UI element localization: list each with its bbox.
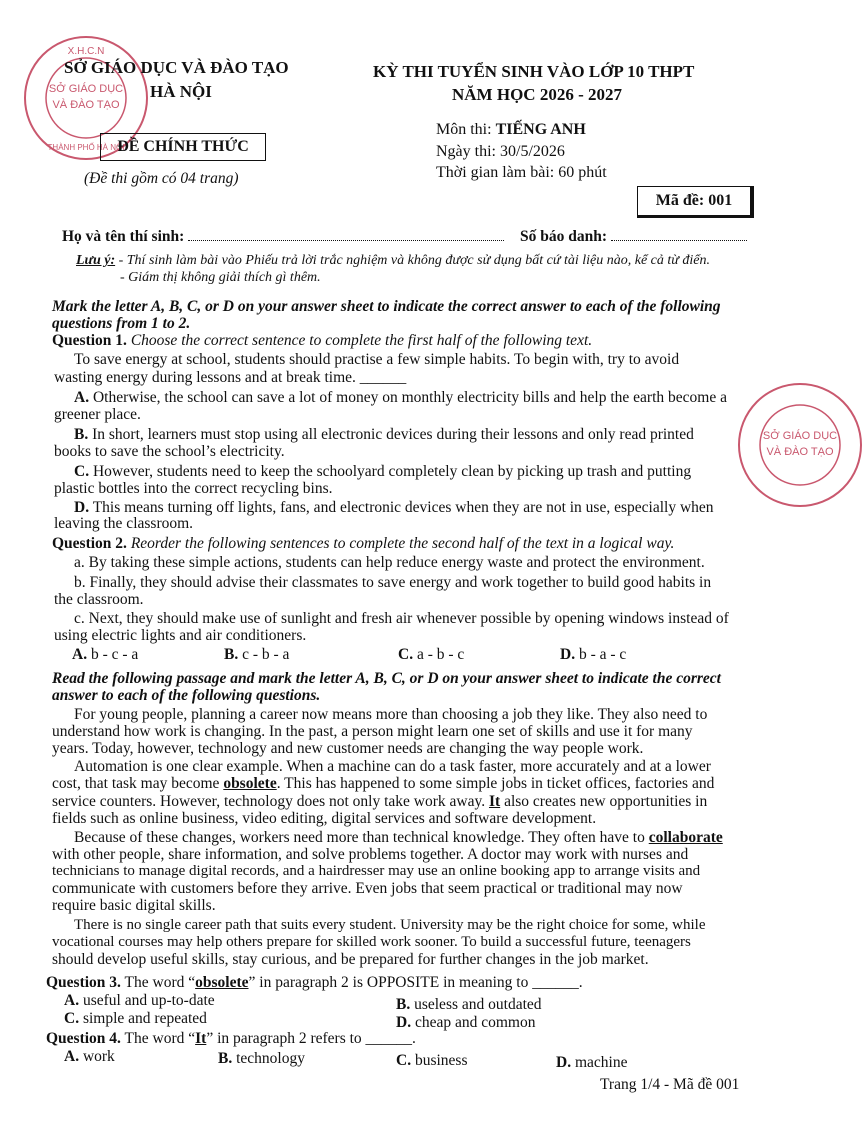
passage-p3-line-2: with other people, share information, and solve problems together. A doctor may work with nurses and [52,846,689,863]
q4-option-c[interactable] [396,1052,468,1070]
option-letter: B. [224,646,239,663]
option-text: useful and up-to-date [82,992,215,1009]
option-letter: A. [72,646,88,663]
candidate-id-label: Số báo danh: [520,228,608,245]
department-city: HÀ NỘI [150,82,212,101]
passage-p4-line-2: vocational courses may help others prepare for skilled work sooner. To build a successful future, teenagers [52,934,691,950]
question-1-label: Question 1. [52,332,127,349]
question-1-text: Choose the correct sentence to complete the first half of the following text. [130,332,593,349]
passage-p2-line-3 [52,793,707,811]
q2-sentence-a: a. By taking these simple actions, students can help reduce energy waste and protect the environment. [74,554,705,571]
passage-p4-line-3: should develop useful skills, stay curious, and be prepared for further changes in the job market. [52,951,649,968]
keyword-obsolete: obsolete [195,974,249,991]
option-letter: D. [396,1014,412,1031]
option-letter: D. [556,1054,572,1071]
section1-instruction-2: questions from 1 to 2. [52,315,191,332]
question-2-stem [52,535,674,553]
option-text: In short, learners must stop using all electronic devices during their lessons and only read printed [92,426,694,443]
option-text: b - a - c [578,646,627,663]
q2-sentence-c: c. Next, they should make use of sunlight and fresh air whenever possible by opening windows instead of [74,610,729,627]
option-text: business [414,1052,468,1069]
department-name: SỞ GIÁO DỤC VÀ ĐÀO TẠO [64,58,289,77]
option-text: b - c - a [90,646,139,663]
text-span: service counters. However, technology does not only take work away. [52,793,489,810]
question-3-label: Question 3. [46,974,121,991]
q4-option-d[interactable] [556,1054,627,1072]
q2-option-a[interactable] [72,646,138,664]
official-label-box: ĐỀ CHÍNH THỨC [100,133,266,161]
note-text-1: - Thí sinh làm bài vào Phiếu trả lời trắc nghiệm và không được sử dụng bất cứ tài liệu nào, kể cả từ điển. [118,253,711,268]
option-letter: C. [74,463,90,480]
q3-option-a[interactable] [64,992,215,1010]
page-footer: Trang 1/4 - Mã đề 001 [600,1076,740,1093]
edge-seal-stamp [738,383,862,507]
option-letter: A. [64,1048,80,1065]
q1-paragraph-line-1: To save energy at school, students should practise a few simple habits. To begin with, try to avoid [74,351,680,368]
option-letter: A. [74,389,90,406]
question-2-text: Reorder the following sentences to complete the second half of the text in a logical way. [130,535,675,552]
option-letter: B. [218,1050,233,1067]
exam-title: KỲ THI TUYỂN SINH VÀO LỚP 10 THPT [373,62,695,81]
question-2-label: Question 2. [52,535,127,552]
candidate-name-row [62,228,508,246]
option-text: c - b - a [242,646,290,663]
text-span: Because of these changes, workers need more than technical knowledge. They often have to [74,829,649,846]
candidate-name-field[interactable] [188,240,504,241]
school-year: NĂM HỌC 2026 - 2027 [452,85,622,104]
text-span: ” in paragraph 2 is OPPOSITE in meaning to ______. [248,974,583,991]
option-text: machine [574,1054,628,1071]
q4-option-a[interactable] [64,1048,115,1066]
q2-option-b[interactable] [224,646,289,664]
q1-option-a[interactable] [74,389,727,407]
exam-duration: Thời gian làm bài: 60 phút [436,164,607,181]
passage-p1-line-2: understand how work is changing. In the past, a person might learn one set of skills and use it for many [52,723,693,740]
text-span: also creates new opportunities in [500,793,708,810]
option-text: However, students need to keep the schoolyard completely clean by picking up trash and putting [92,463,692,480]
option-letter: B. [74,426,89,443]
question-4-label: Question 4. [46,1030,121,1047]
option-letter: D. [560,646,576,663]
q1-option-b[interactable] [74,426,694,444]
option-text: technology [236,1050,305,1067]
subject-name: TIẾNG ANH [495,121,586,138]
q4-option-b[interactable] [218,1050,305,1068]
q1-paragraph-line-2: wasting energy during lessons and at break time. ______ [54,369,407,386]
section1-instruction-1: Mark the letter A, B, C, or D on your answer sheet to indicate the correct answer to each of the following [52,298,721,315]
subject-line [436,121,586,139]
passage-p2-line-1: Automation is one clear example. When a machine can do a task faster, more accurately and at a lower [74,758,711,775]
keyword-it: It [488,793,501,810]
section2-instruction-1: Read the following passage and mark the letter A, B, C, or D on your answer sheet to indicate the correct [52,670,721,687]
text-span: The word “ [120,974,196,991]
q2-option-d[interactable] [560,646,626,664]
pages-note: (Đề thi gồm có 04 trang) [84,170,239,187]
passage-p1-line-3: years. Today, however, technology and new customer needs are changing the way people work. [52,740,644,757]
keyword-obsolete: obsolete [223,775,277,792]
candidate-name-label: Họ và tên thí sinh: [62,228,185,245]
q2-sentence-b: b. Finally, they should advise their classmates to save energy and work together to build good habits in [74,574,712,591]
passage-p1-line-1: For young people, planning a career now means more than choosing a job they like. They also need to [74,706,708,723]
question-1-stem [52,332,592,350]
option-letter: B. [396,996,411,1013]
q1-option-c[interactable] [74,463,691,481]
option-text: useless and outdated [414,996,542,1013]
option-text: a - b - c [416,646,465,663]
passage-p3-line-4: communicate with customers before they arrive. Even jobs that seem practical or traditional may now [52,880,683,897]
stamp-inner-1: SỞ GIÁO DỤC [48,83,124,95]
stamp-inner-2: VÀ ĐÀO TẠO [52,99,120,111]
q2-sentence-b-cont: the classroom. [54,591,144,608]
candidate-id-row [520,228,747,246]
passage-p4-line-1: There is no single career path that suits every student. University may be the right choice for some, while [74,917,706,933]
option-text: simple and repeated [82,1010,207,1027]
passage-p2-line-4: fields such as online business, video editing, digital services and software development. [52,810,597,827]
option-text: This means turning off lights, fans, and electronic devices when they are not in use, especially when [92,499,714,516]
stamp-top-text: X.H.C.N [67,46,105,57]
passage-p2-line-2 [52,775,714,793]
text-span: . This has happened to some simple jobs in ticket offices, factories and [276,775,715,792]
option-letter: D. [74,499,90,516]
passage-p3-line-5: require basic digital skills. [52,897,216,914]
passage-p3-line-1 [74,829,723,847]
stamp-bottom-text: THÀNH PHỐ HÀ NỘI [47,143,125,152]
svg-text:SỞ GIÁO DỤC: SỞ GIÁO DỤC [762,430,838,442]
q3-option-c[interactable] [64,1010,207,1028]
q2-option-c[interactable] [398,646,464,664]
text-span: cost, that task may become [52,775,224,792]
passage-p3-line-3: technicians to manage digital records, and a hairdresser may use an online booking app to arrange visits and [52,863,701,879]
option-letter: A. [64,992,80,1009]
q1-option-c-cont: plastic bottles into the correct recycling bins. [54,480,333,497]
q3-option-d[interactable] [396,1014,535,1032]
exam-code-box: Mã đề: 001 [637,186,754,218]
q3-option-b[interactable] [396,996,542,1014]
section2-instruction-2: answer to each of the following questions. [52,687,321,704]
option-letter: C. [396,1052,412,1069]
subject-label: Môn thi: [436,121,496,138]
option-text: cheap and common [414,1014,536,1031]
option-text: Otherwise, the school can save a lot of money on monthly electricity bills and help the earth become a [92,389,727,406]
option-text: work [82,1048,115,1065]
q1-option-d-cont: leaving the classroom. [54,515,194,532]
keyword-it: It [195,1030,207,1047]
question-3-stem [46,974,583,992]
text-span: ” in paragraph 2 refers to ______. [206,1030,416,1047]
q1-option-a-cont: greener place. [54,406,141,423]
candidate-id-field[interactable] [611,240,747,241]
question-4-stem [46,1030,416,1048]
note-line-2: - Giám thị không giải thích gì thêm. [120,270,321,285]
note-label: Lưu ý: [76,253,116,268]
svg-text:VÀ ĐÀO TẠO: VÀ ĐÀO TẠO [766,446,834,458]
option-letter: C. [64,1010,80,1027]
option-letter: C. [398,646,414,663]
note-line-1 [76,253,710,269]
keyword-collaborate: collaborate [648,829,723,846]
exam-date: Ngày thi: 30/5/2026 [436,143,565,160]
q2-sentence-c-cont: using electric lights and air conditioners. [54,627,307,644]
text-span: The word “ [120,1030,196,1047]
q1-option-b-cont: books to save the school’s electricity. [54,443,285,460]
